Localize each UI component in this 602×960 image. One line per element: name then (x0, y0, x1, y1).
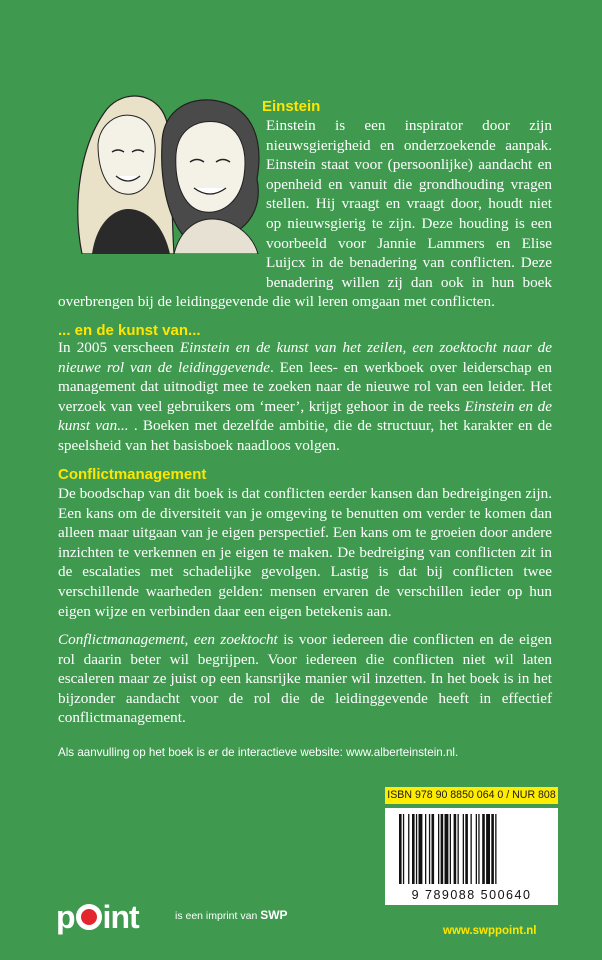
barcode-bar (465, 814, 468, 884)
logo-dot-icon (76, 904, 102, 930)
barcode-bar (450, 814, 451, 884)
barcode-bar (463, 814, 464, 884)
einstein-section (58, 116, 552, 312)
barcode-bar (482, 814, 485, 884)
barcode-bar (419, 814, 423, 884)
isbn-label: ISBN 978 90 8850 064 0 / NUR 808 (385, 787, 558, 804)
barcode-bar (445, 814, 449, 884)
barcode-bar (408, 814, 409, 884)
barcode-bar (438, 814, 439, 884)
book-title-zeilen: Einstein en de kunst van het zeilen, een zoektocht naar de nieuwe rol van de leidinggevende (58, 339, 552, 376)
conflict-paragraph-1: De boodschap van dit boek is dat conflicten eerder kansen dan bedreigingen zijn. Een kans om de diversiteit van je omgeving te benutten om verder te komen dan alleen maar uitgaan van je eigen perspectief. Een kans om te groeien door andere inzichten te verkennen en je eigen te maken. De bedreiging van conflicten zit in de escalaties met schadelijke gevolgen. Lastig is dat bij conflicten twee verschillende waarheden gelden: mensen ervaren de verschillen ieder op hun eigen wijze en verbinden daar een eigen betekenis aan. (58, 485, 552, 620)
barcode (385, 808, 558, 905)
section-heading-einstein: Einstein (262, 98, 321, 115)
barcode-bar (486, 814, 490, 884)
einstein-paragraph: Einstein is een inspirator door zijn nieuwsgierigheid en onderzoekende aanpak. Einstein staat voor (persoonlijke) aandacht en openheid en vanuit die grondhouding vragen stellen. Hij vraagt en vraagt door, houdt niet op nieuwsgierig te zijn. Deze houding is een voorbeeld voor Jannie Lammers en Elise Luijcx in de benadering van conflicten. Deze benadering willen zij dan ook in hun boek overbrengen bij de leidinggevende die wil leren omgaan met conflicten. (58, 117, 552, 311)
image-wrap-spacer (58, 116, 266, 273)
conflict-text-rest: is voor iedereen die conflicten en de eigen rol daarin beter wil begrijpen. Voor iedereen die conflicten niet wil laten escaleren maar ze juist op een kansrijke manier wil inzetten. In het boek is in het bijzonder aandacht voor de rol die de leidinggevende heeft in effectief conflictmanagement. (58, 631, 552, 727)
barcode-bar (399, 814, 402, 884)
barcode-bar (432, 814, 435, 884)
series-title: Einstein en de kunst van... (58, 397, 552, 435)
barcode-bar (476, 814, 477, 884)
section-heading-conflictmanagement: Conflictmanagement (58, 466, 207, 483)
barcode-bar (491, 814, 494, 884)
book-title-conflict: Conflictmanagement, een zoektocht (58, 631, 278, 648)
publisher-website: www.swppoint.nl (443, 925, 537, 937)
barcode-bar (458, 814, 459, 884)
barcode-bar (429, 814, 430, 884)
section-heading-kunst: ... en de kunst van... (58, 322, 201, 339)
website-note: Als aanvulling op het boek is er de interactieve website: www.alberteinstein.nl. (58, 746, 459, 759)
barcode-bar (416, 814, 417, 884)
barcode-bars (385, 808, 558, 888)
kunst-text-c: . Boeken met dezelfde ambitie, die de structuur, het karakter en de speelsheid van het basisboek naadloos volgen. (58, 417, 552, 454)
swp-brand: SWP (260, 908, 288, 922)
conflict-paragraph-2 (58, 630, 552, 728)
barcode-bar (403, 814, 404, 884)
barcode-bar (412, 814, 415, 884)
logo-letters-int: int (102, 899, 139, 935)
kunst-paragraph (58, 338, 552, 456)
barcode-number: 9 789088 500640 (411, 888, 532, 902)
logo-letter-p: p (56, 899, 75, 935)
kunst-text-b: . Een lees- en werkboek over leiderschap en management dat uitnodigt mee te zoeken naar de nieuwe rol van een leider. Het verzoek van veel gebruikers om ‘meer’, krijgt gehoor in de reeks (58, 358, 552, 415)
point-logo (56, 900, 139, 934)
barcode-bar (478, 814, 479, 884)
imprint-line (175, 908, 288, 922)
imprint-prefix: is een imprint van (175, 910, 258, 922)
kunst-text-a: In 2005 verscheen (58, 339, 180, 356)
barcode-bar (441, 814, 444, 884)
barcode-bar (495, 814, 496, 884)
barcode-bar (471, 814, 472, 884)
barcode-bar (454, 814, 457, 884)
barcode-bar (425, 814, 426, 884)
